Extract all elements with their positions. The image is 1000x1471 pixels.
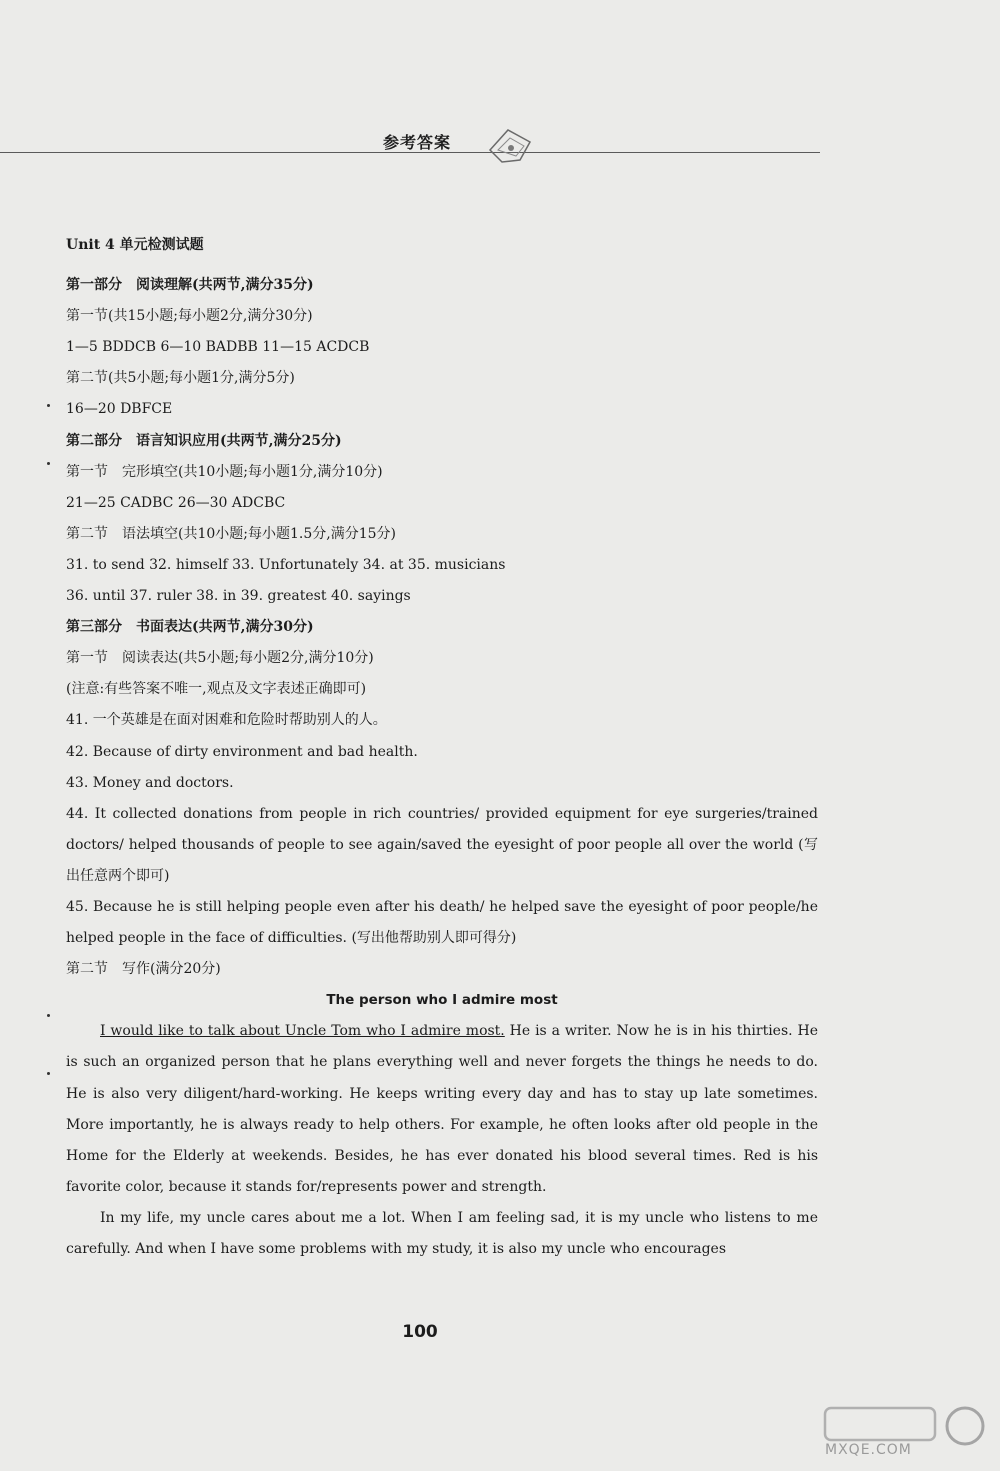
part1-sec1-answers: 1—5 BDDCB 6—10 BADBB 11—15 ACDCB <box>66 339 370 356</box>
part3-heading: 第三部分 书面表达(共两节,满分30分) <box>66 619 314 636</box>
answer-43: 43. Money and doctors. <box>66 774 234 791</box>
part1-heading: 第一部分 阅读理解(共两节,满分35分) <box>66 277 314 294</box>
scan-dot <box>47 462 50 465</box>
essay-paragraph-1 <box>66 1016 818 1203</box>
part2-sec2-heading: 第二节 语法填空(共10小题;每小题1.5分,满分15分) <box>66 525 396 542</box>
scan-dot <box>47 1014 50 1017</box>
part2-sec2-answers-line1: 31. to send 32. himself 33. Unfortunately 34. at 35. musicians <box>66 556 506 573</box>
part1-sec1-heading: 第一节(共15小题;每小题2分,满分30分) <box>66 308 313 325</box>
part2-sec1-heading: 第一节 完形填空(共10小题;每小题1分,满分10分) <box>66 463 383 480</box>
part1-sec2-heading: 第二节(共5小题;每小题1分,满分5分) <box>66 370 295 387</box>
answer-41: 41. 一个英雄是在面对困难和危险时帮助别人的人。 <box>66 712 387 729</box>
watermark-text: MXQE.COM <box>825 1442 912 1458</box>
essay-topic-sentence: I would like to talk about Uncle Tom who I admire most. <box>100 1023 505 1040</box>
answer-45: 45. Because he is still helping people even after his death/ he helped save the eyesight of poor people/he helped people in the face of difficulties. (写出他帮助别人即可得分) <box>66 898 818 947</box>
answer-content <box>66 230 818 1265</box>
part2-sec1-answers: 21—25 CADBC 26—30 ADCBC <box>66 494 286 511</box>
page-number: 100 <box>402 1322 438 1342</box>
part3-note: (注意:有些答案不唯一,观点及文字表述正确即可) <box>66 681 367 698</box>
decorative-ornament-icon <box>480 120 550 170</box>
scan-dot <box>47 404 50 407</box>
part3-sec1-heading: 第一节 阅读表达(共5小题;每小题2分,满分10分) <box>66 650 374 667</box>
unit-title: Unit 4 单元检测试题 <box>66 237 204 253</box>
part3-sec2-heading: 第二节 写作(满分20分) <box>66 961 221 978</box>
essay-title: The person who I admire most <box>326 992 558 1009</box>
essay-paragraph-1-body: He is a writer. Now he is in his thirties. He is such an organized person that he plans everything well and never forgets the things he needs to do. He is also very diligent/hard-working. He keeps writing every day and has to stay up late sometimes. More importantly, he is always ready to help others. For example, he often looks after old people in the Home for the Elderly at weekends. Besides, he has ever donated his blood several times. Red is his favorite color, because it stands for/represents power and strength. <box>66 1023 818 1195</box>
answer-44: 44. It collected donations from people in rich countries/ provided equipment for eye surgeries/trained doctors/ helped thousands of people to see again/saved the eyesight of poor people all over the world (写出任意两个即可) <box>66 805 818 884</box>
watermark-logo-icon <box>815 1400 995 1470</box>
part2-heading: 第二部分 语言知识应用(共两节,满分25分) <box>66 432 342 449</box>
part1-sec2-answers: 16—20 DBFCE <box>66 401 173 418</box>
part2-sec2-answers-line2: 36. until 37. ruler 38. in 39. greatest 40. sayings <box>66 588 411 605</box>
answer-42: 42. Because of dirty environment and bad health. <box>66 743 418 760</box>
page-header-title: 参考答案 <box>383 133 452 152</box>
scan-dot <box>47 1072 50 1075</box>
essay-paragraph-2: In my life, my uncle cares about me a lot. When I am feeling sad, it is my uncle who listens to me carefully. And when I have some problems with my study, it is also my uncle who encourages <box>66 1209 818 1257</box>
